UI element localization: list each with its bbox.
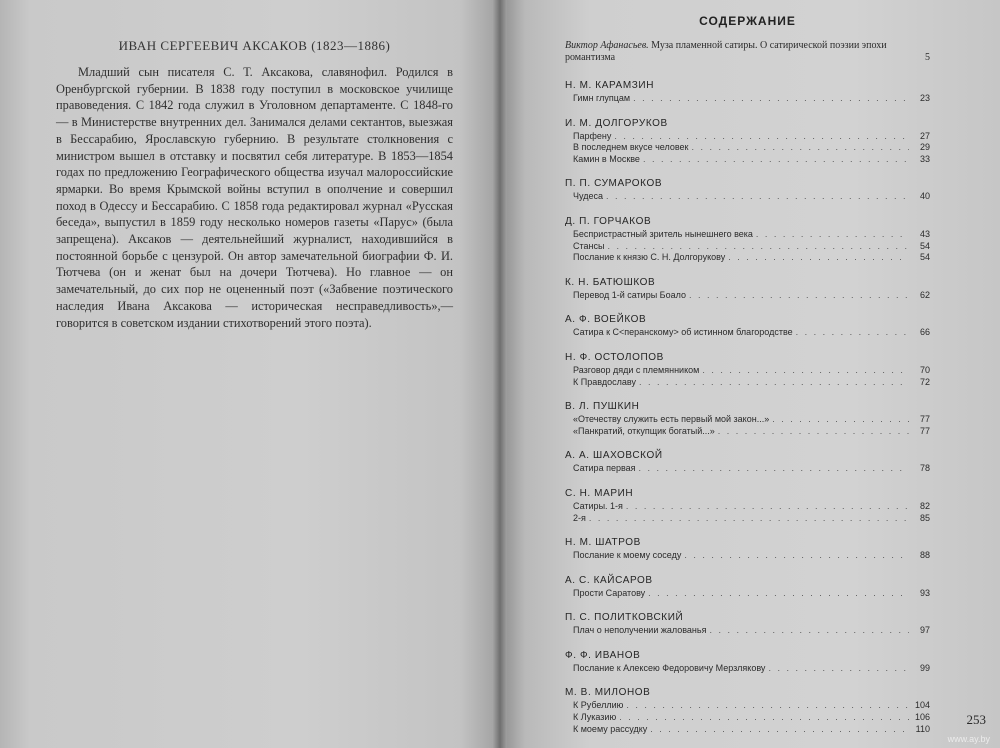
entry-page: 106 (914, 712, 930, 723)
entry-title: Гимн глупцам (573, 93, 631, 103)
entry-page: 88 (919, 550, 930, 561)
contents-group (565, 612, 930, 637)
dot-leader (626, 700, 909, 712)
entry-title: «Отечеству служить есть первый мой закон...» (573, 414, 770, 425)
page-number: 253 (966, 712, 986, 727)
contents-entry (565, 377, 930, 389)
entry-title: Сатира первая (573, 463, 636, 474)
contents-group (565, 80, 930, 105)
contents-author: Д. П. ГОРЧАКОВ (565, 215, 652, 227)
dot-leader (691, 142, 909, 154)
entry-title: Сатира к С<перанскому> об истинном благородстве (573, 327, 793, 338)
entry-title: К моему рассудку (573, 723, 648, 734)
contents-author: П. С. ПОЛИТКОВСКИЙ (565, 612, 684, 624)
entry-title: Плач о неполучении жалованья (573, 625, 707, 636)
entry-title: Разговор дяди с племянником (573, 364, 700, 375)
contents-entry (565, 290, 930, 302)
dot-leader (768, 663, 909, 675)
entry-title: 2-я (573, 512, 586, 523)
entry-page: 93 (919, 587, 930, 598)
contents-author: Н. Ф. ОСТОЛОПОВ (565, 351, 664, 363)
contents-author: А. А. ШАХОВСКОЙ (565, 450, 663, 462)
dot-leader (718, 426, 909, 438)
contents-entry (565, 154, 930, 166)
contents-entry (565, 365, 930, 377)
contents-author: Н. М. ШАТРОВ (565, 537, 641, 549)
dot-leader (648, 588, 909, 600)
contents-entry (565, 241, 930, 253)
entry-page: 70 (919, 364, 930, 375)
entry-title: К Рубеллию (573, 700, 624, 711)
dot-leader (689, 290, 909, 302)
intro-entry (565, 40, 930, 64)
biography-text: Младший сын писателя С. Т. Аксакова, славянофил. Родился в Оренбургской губернии. В 1838 году поступил в московское училище правоведения. С 1842 года служил в Уголовном департаменте. С 1848-го — в Министерстве внутренних дел. Занимался делами сектантов, выезжая в Бессарабию, Ярославскую губернию. В результате столкновения с министром вышел в отставку и посвятил себя литературе. В 1853—1854 годах по предложению Географического общества изучал малороссийские ярмарки. Во время Крымской войны вступил в ополчение и совершил поход в Одессу и Бессарабию. С 1858 года редактировал журнал «Русская беседа», выпустил в 1859 году несколько номеров газеты «Парус» (была запрещена). Аксаков — деятельнейший журналист, находившийся в постоянной борьбе с цензурой. Он автор замечательной биографии Ф. И. Тютчева (он и женат был на дочери Тютчева). Но главное — он замечательный, до сих пор не оцененный поэт («Забвение поэтического наследия Ивана Аксакова — историческая несправедливость»,— говорится в советском издании стихотворений этого поэта). (56, 65, 453, 330)
dot-leader (796, 327, 909, 339)
contents-group (565, 575, 930, 600)
entry-page: 82 (919, 500, 930, 511)
contents-entry (565, 550, 930, 562)
contents-entry (565, 93, 930, 105)
entry-page: 29 (919, 142, 930, 153)
table-of-contents (565, 14, 930, 748)
entry-title: «Панкратий, откупщик богатый...» (573, 425, 715, 436)
entry-title: Парфену (573, 130, 612, 141)
dot-leader (702, 365, 909, 377)
contents-group (565, 314, 930, 339)
contents-entry (565, 663, 930, 675)
entry-page: 97 (919, 625, 930, 636)
entry-title: Послание к князю С. Н. Долгорукову (573, 252, 726, 263)
entry-page: 72 (919, 376, 930, 387)
dot-leader (639, 377, 909, 389)
biography-title: ИВАН СЕРГЕЕВИЧ АКСАКОВ (1823—1886) (118, 38, 391, 53)
contents-group (565, 488, 930, 524)
contents-author: А. Ф. ВОЕЙКОВ (565, 314, 647, 326)
entry-page: 110 (915, 723, 930, 734)
contents-entry (565, 327, 930, 339)
dot-leader (684, 550, 909, 562)
entry-title: В последнем вкусе человек (573, 142, 689, 153)
entry-title: Сатиры. 1-я (573, 500, 623, 511)
entry-page: 77 (919, 425, 930, 436)
contents-entry (565, 252, 930, 264)
contents-group (565, 118, 930, 166)
biography-section (56, 38, 453, 331)
intro-title: Муза пламенной сатиры. О сатирической поэзии эпохи романтизма (565, 40, 887, 63)
contents-group (565, 401, 930, 437)
dot-leader (589, 513, 909, 525)
dot-leader (614, 131, 909, 143)
dot-leader (643, 154, 909, 166)
contents-group (565, 178, 930, 203)
watermark: www.ay.by (947, 734, 990, 744)
contents-entry (565, 513, 930, 525)
entry-title: Стансы (573, 240, 605, 251)
dot-leader (772, 414, 909, 426)
contents-group (565, 650, 930, 675)
contents-author: В. Л. ПУШКИН (565, 401, 640, 413)
contents-author: П. П. СУМАРОКОВ (565, 178, 663, 190)
dot-leader (639, 463, 909, 475)
contents-group (565, 450, 930, 475)
entry-page: 62 (919, 289, 930, 300)
contents-entry (565, 712, 930, 724)
dot-leader (606, 191, 909, 203)
dot-leader (728, 252, 909, 264)
contents-entry (565, 724, 930, 736)
contents-entry (565, 131, 930, 143)
dot-leader (626, 501, 909, 513)
contents-entry (565, 229, 930, 241)
entry-title: Камин в Москве (573, 153, 640, 164)
contents-author: Ф. Ф. ИВАНОВ (565, 649, 641, 661)
dot-leader (709, 625, 909, 637)
entry-page: 85 (919, 512, 930, 523)
contents-entry (565, 426, 930, 438)
entry-title: Прости Саратову (573, 587, 646, 598)
dot-leader (756, 229, 909, 241)
entry-page: 54 (919, 252, 930, 263)
entry-title: Послание к Алексею Федоровичу Мерзлякову (573, 662, 766, 673)
entry-title: К Луказию (573, 712, 617, 723)
entry-page: 27 (919, 130, 930, 141)
contents-author: И. М. ДОЛГОРУКОВ (565, 117, 668, 129)
entry-title: Беспристрастный зритель нынешнего века (573, 228, 753, 239)
entry-page: 78 (919, 463, 930, 474)
entry-title: Послание к моему соседу (573, 550, 682, 561)
entry-title: Чудеса (573, 191, 603, 202)
contents-author: Н. М. КАРАМЗИН (565, 80, 655, 91)
dot-leader (633, 93, 909, 105)
contents-entry (565, 501, 930, 513)
dot-leader (619, 712, 909, 724)
contents-entry (565, 463, 930, 475)
contents-group (565, 352, 930, 388)
entry-page: 54 (919, 240, 930, 251)
contents-heading: СОДЕРЖАНИЕ (699, 14, 796, 28)
contents-entry (565, 625, 930, 637)
contents-entry (565, 588, 930, 600)
dot-leader (607, 241, 909, 253)
entry-page: 40 (919, 191, 930, 202)
book-gutter (493, 0, 507, 748)
entry-page: 99 (919, 662, 930, 673)
contents-entry (565, 142, 930, 154)
contents-entry (565, 700, 930, 712)
contents-author: К. Н. БАТЮШКОВ (565, 276, 656, 288)
intro-page: 5 (925, 52, 930, 63)
contents-group (565, 687, 930, 735)
contents-entry (565, 414, 930, 426)
contents-author: М. В. МИЛОНОВ (565, 687, 651, 699)
entry-title: К Правдославу (573, 376, 636, 387)
entry-page: 43 (919, 228, 930, 239)
contents-group (565, 277, 930, 302)
entry-page: 104 (914, 700, 930, 711)
entry-page: 23 (919, 93, 930, 103)
entry-page: 66 (919, 327, 930, 338)
entry-page: 33 (919, 153, 930, 164)
contents-author: С. Н. МАРИН (565, 487, 634, 499)
entry-title: Перевод 1-й сатиры Боало (573, 289, 686, 300)
contents-entry (565, 191, 930, 203)
contents-group (565, 216, 930, 264)
contents-list (565, 80, 930, 735)
contents-group (565, 537, 930, 562)
intro-author: Виктор Афанасьев. (565, 40, 649, 51)
entry-page: 77 (919, 414, 930, 425)
contents-author: А. С. КАЙСАРОВ (565, 574, 653, 586)
dot-leader (650, 724, 909, 736)
